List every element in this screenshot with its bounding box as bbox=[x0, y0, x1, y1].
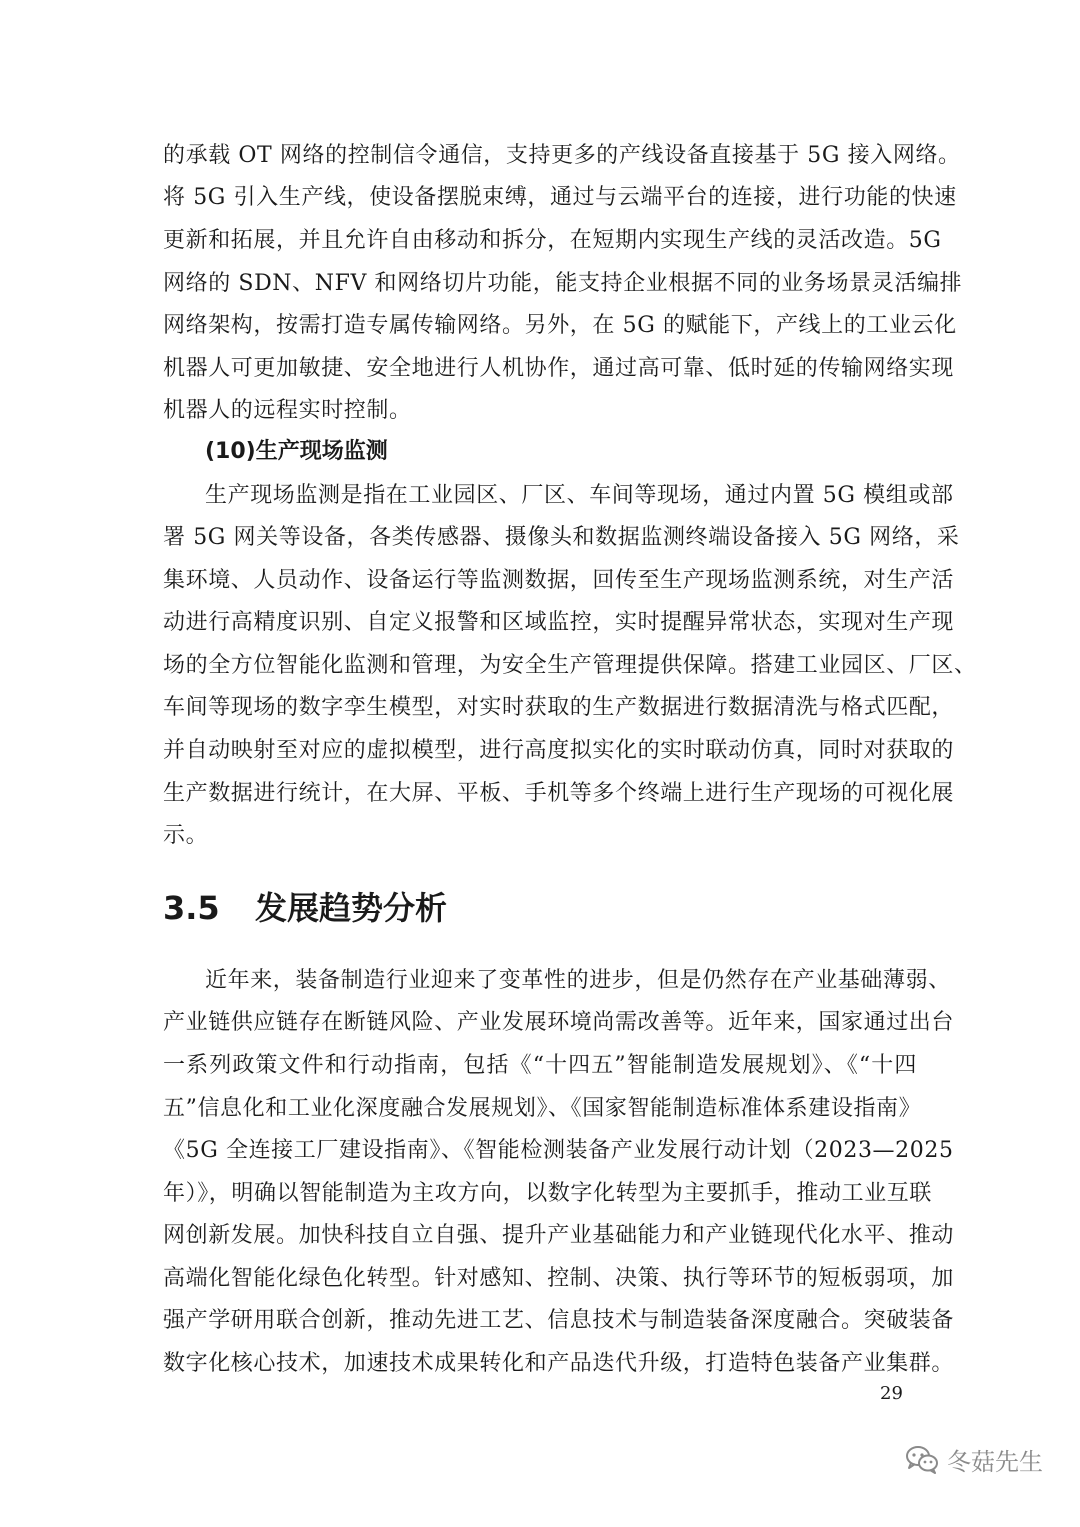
paragraph-3-line: 产业链供应链存在断链风险、产业发展环境尚需改善等。近年来，国家通过出台 bbox=[163, 1010, 955, 1035]
paragraph-3-line: 高端化智能化绿色化转型。针对感知、控制、决策、执行等环节的短板弱项，加 bbox=[163, 1266, 955, 1291]
section-number: 3.5 bbox=[163, 889, 220, 927]
paragraph-3-line: 近年来，装备制造行业迎来了变革性的进步，但是仍然存在产业基础薄弱、 bbox=[205, 968, 951, 993]
paragraph-3-line: 数字化核心技术，加速技术成果转化和产品迭代升级，打造特色装备产业集群。 bbox=[163, 1351, 955, 1376]
paragraph-2-line: 署 5G 网关等设备，各类传感器、摄像头和数据监测终端设备接入 5G 网络，采 bbox=[163, 525, 960, 550]
paragraph-3-line: 网创新发展。加快科技自立自强、提升产业基础能力和产业链现代化水平、推动 bbox=[163, 1223, 955, 1248]
paragraph-3-line: 《5G 全连接工厂建设指南》、《智能检测装备产业发展行动计划（2023—2025 bbox=[163, 1138, 954, 1163]
paragraph-1-line: 机器人的远程实时控制。 bbox=[163, 398, 412, 423]
watermark-text: 冬菇先生 bbox=[947, 1447, 1043, 1476]
paragraph-2-line: 并自动映射至对应的虚拟模型，进行高度拟实化的实时联动仿真，同时对获取的 bbox=[163, 738, 955, 763]
paragraph-2-line: 生产现场监测是指在工业园区、厂区、车间等现场，通过内置 5G 模组或部 bbox=[205, 483, 954, 508]
watermark bbox=[905, 1437, 1043, 1481]
paragraph-1-line: 机器人可更加敏捷、安全地进行人机协作，通过高可靠、低时延的传输网络实现 bbox=[163, 356, 955, 381]
paragraph-1-line: 将 5G 引入生产线，使设备摆脱束缚，通过与云端平台的连接，进行功能的快速 bbox=[163, 185, 957, 210]
paragraph-1-line: 网络的 SDN、NFV 和网络切片功能，能支持企业根据不同的业务场景灵活编排 bbox=[163, 271, 963, 296]
section-title: 发展趋势分析 bbox=[255, 889, 448, 927]
paragraph-3-line: 五”信息化和工业化深度融合发展规划》、《国家智能制造标准体系建设指南》 bbox=[163, 1096, 922, 1121]
paragraph-2-line: 动进行高精度识别、自定义报警和区域监控，实时提醒异常状态，实现对生产现 bbox=[163, 610, 955, 635]
paragraph-2-line: 生产数据进行统计，在大屏、平板、手机等多个终端上进行生产现场的可视化展 bbox=[163, 781, 955, 806]
wechat-icon bbox=[905, 1444, 939, 1474]
paragraph-1-line: 的承载 OT 网络的控制信令通信，支持更多的产线设备直接基于 5G 接入网络。 bbox=[163, 143, 961, 168]
paragraph-3-line: 年）》，明确以智能制造为主攻方向，以数字化转型为主要抓手，推动工业互联 bbox=[163, 1181, 933, 1206]
paragraph-1-line: 网络架构，按需打造专属传输网络。另外，在 5G 的赋能下，产线上的工业云化 bbox=[163, 313, 957, 338]
paragraph-2-line: 集环境、人员动作、设备运行等监测数据，回传至生产现场监测系统，对生产活 bbox=[163, 568, 955, 593]
page-number: 29 bbox=[880, 1383, 903, 1404]
paragraph-2-line: 场的全方位智能化监测和管理，为安全生产管理提供保障。搭建工业园区、厂区、 bbox=[163, 653, 977, 678]
paragraph-3-line: 强产学研用联合创新，推动先进工艺、信息技术与制造装备深度融合。突破装备 bbox=[163, 1308, 955, 1333]
paragraph-3-line: 一系列政策文件和行动指南，包括《“十四五”智能制造发展规划》、《“十四 bbox=[163, 1053, 917, 1078]
section-heading bbox=[163, 886, 447, 930]
paragraph-1-line: 更新和拓展，并且允许自由移动和拆分，在短期内实现生产线的灵活改造。5G bbox=[163, 228, 942, 253]
paragraph-2-line: 示。 bbox=[163, 823, 209, 848]
paragraph-2-line: 车间等现场的数字孪生模型，对实时获取的生产数据进行数据清洗与格式匹配， bbox=[163, 695, 955, 720]
subheading: (10)生产现场监测 bbox=[205, 439, 388, 464]
